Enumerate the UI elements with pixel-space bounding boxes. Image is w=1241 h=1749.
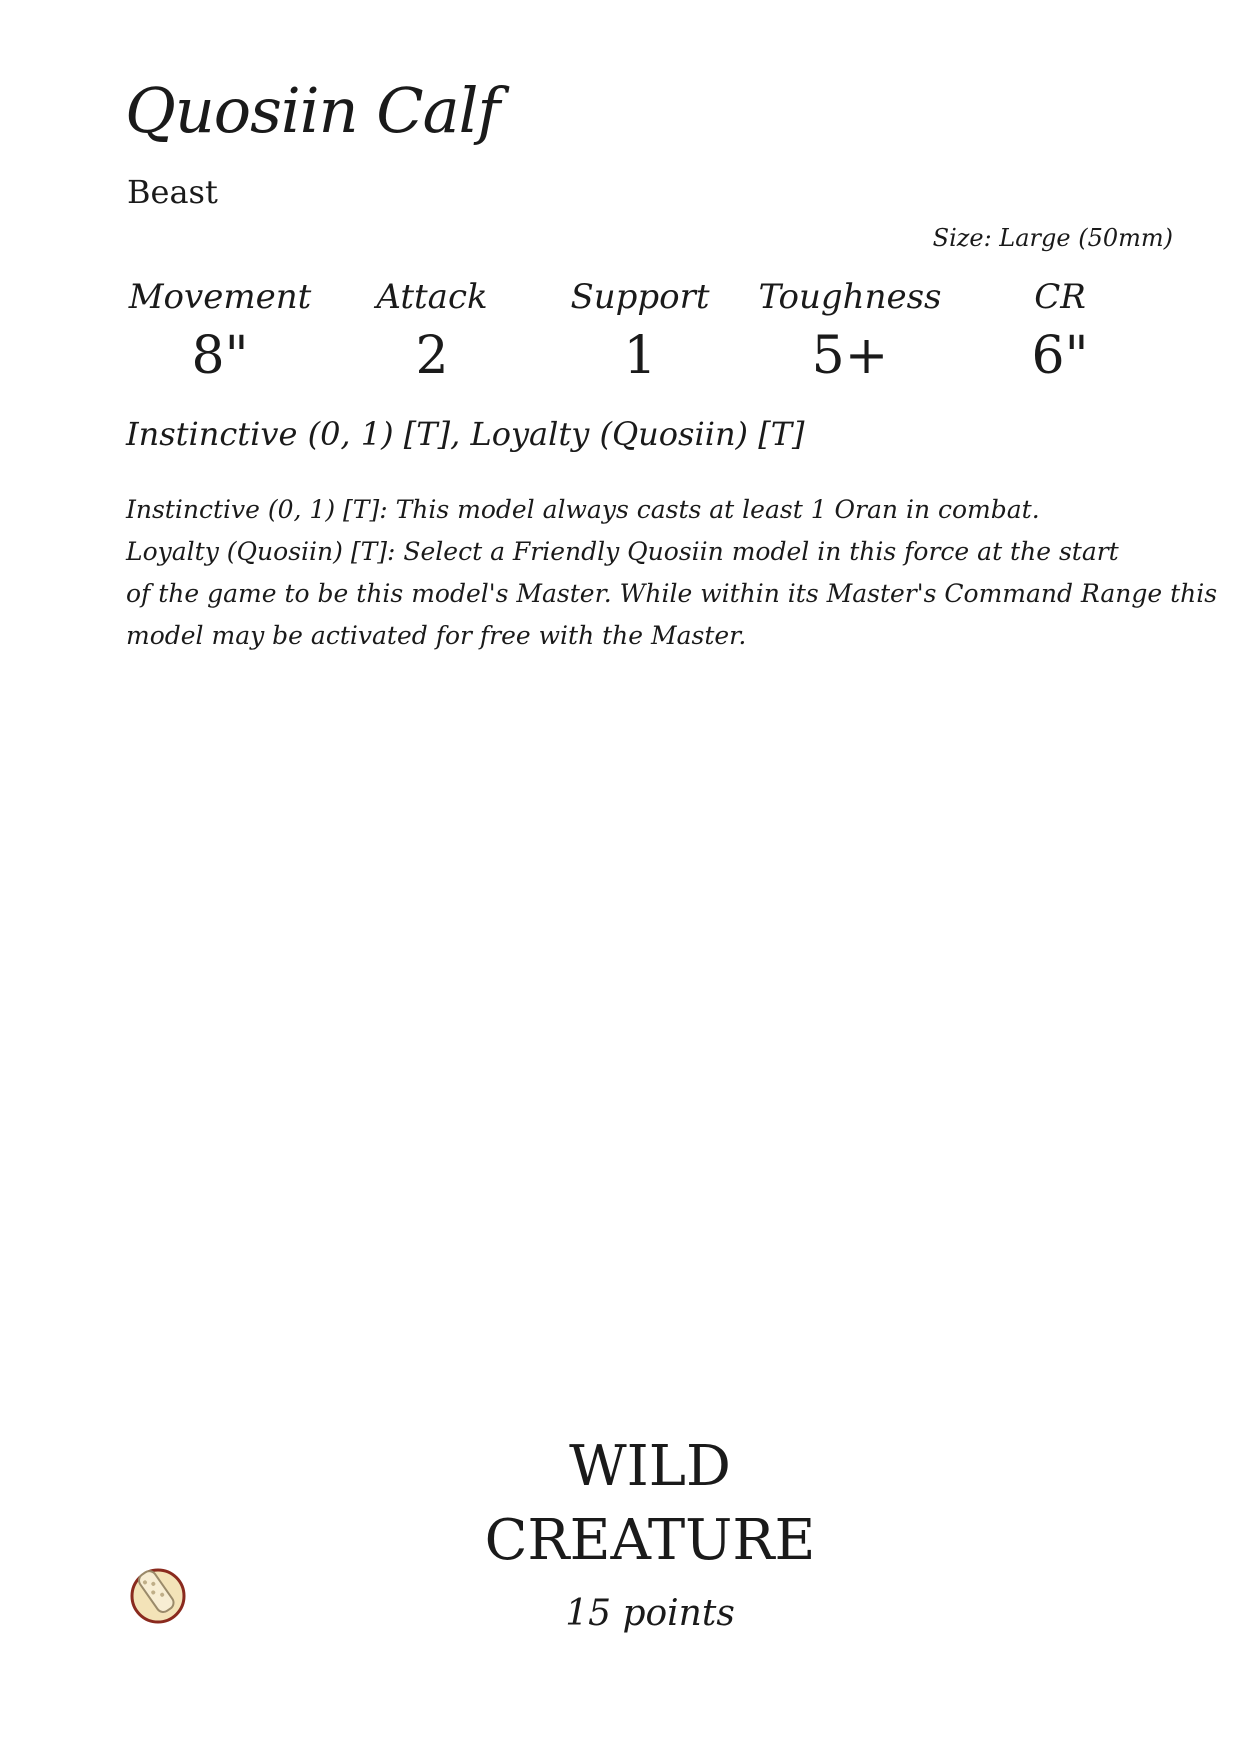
stat-label: Movement xyxy=(128,277,312,317)
faction-label xyxy=(440,1430,860,1578)
stat-label: Toughness xyxy=(758,277,942,317)
stat-row xyxy=(120,277,1120,390)
size-label: Size: Large (50mm) xyxy=(932,224,1173,252)
rule-text-line: Loyalty (Quosiin) [T]: Select a Friendly Quosiin model in this force at the start xyxy=(126,537,1119,566)
stat-value: 6" xyxy=(1031,326,1089,386)
stat-value: 8" xyxy=(191,326,249,386)
points-cost: 15 points xyxy=(565,1593,735,1634)
special-rules-details xyxy=(126,489,1218,657)
stat-value: 1 xyxy=(623,326,657,386)
stat-label: CR xyxy=(1034,277,1086,317)
stat-label: Support xyxy=(570,277,710,317)
stat-label: Attack xyxy=(376,277,488,317)
stat-cr xyxy=(960,277,1160,386)
card-title: Quosiin Calf xyxy=(125,74,500,147)
stat-value: 5+ xyxy=(811,326,889,386)
stat-support xyxy=(540,277,740,386)
stat-attack xyxy=(332,277,532,386)
stat-movement xyxy=(120,277,320,386)
stat-value: 2 xyxy=(415,326,449,386)
scroll-emblem-icon xyxy=(127,1563,189,1625)
card-type: Beast xyxy=(127,173,218,211)
stat-toughness xyxy=(750,277,950,386)
rule-text-line: model may be activated for free with the Master. xyxy=(126,621,747,650)
rule-text-line: of the game to be this model's Master. While within its Master's Command Range this xyxy=(126,579,1218,608)
special-rules-summary: Instinctive (0, 1) [T], Loyalty (Quosiin) [T] xyxy=(126,415,805,453)
rule-text-line: Instinctive (0, 1) [T]: This model always casts at least 1 Oran in combat. xyxy=(126,495,1040,524)
faction-line: WILD xyxy=(569,1434,731,1499)
faction-line: CREATURE xyxy=(484,1508,816,1573)
